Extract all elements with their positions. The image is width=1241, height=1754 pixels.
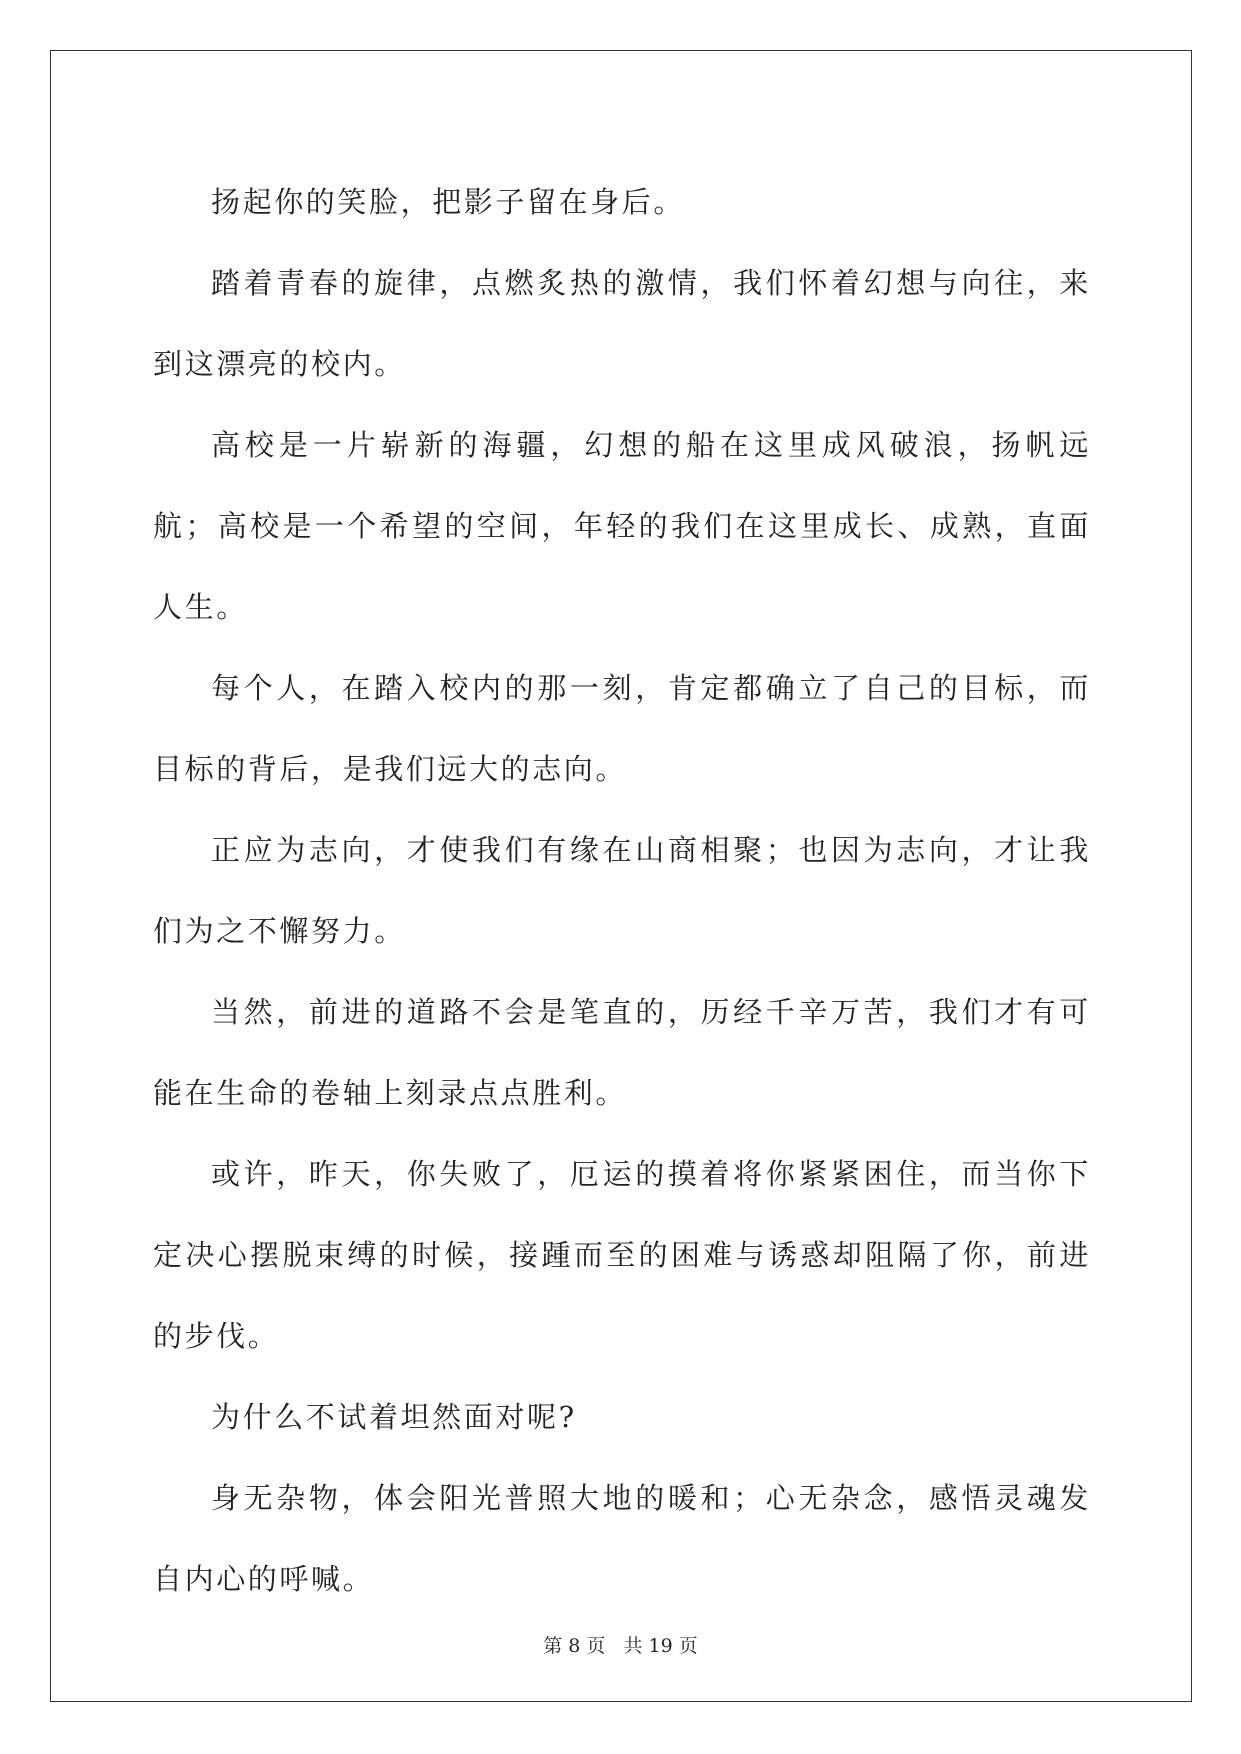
paragraph: 扬起你的笑脸，把影子留在身后。 xyxy=(211,185,686,219)
paragraph: 或许，昨天，你失败了，厄运的摸着将你紧紧困住，而当你下定决心摆脱束缚的时候，接踵而至的困难与诱惑却阻隔了你，前进的步伐。 xyxy=(153,1157,1091,1353)
paragraph: 正应为志向，才使我们有缘在山商相聚；也因为志向，才让我们为之不懈努力。 xyxy=(153,833,1091,948)
page-number-footer: 第 8 页 共 19 页 xyxy=(543,1635,698,1657)
paragraph: 当然，前进的道路不会是笔直的，历经千辛万苦，我们才有可能在生命的卷轴上刻录点点胜利。 xyxy=(153,995,1091,1110)
paragraph: 身无杂物，体会阳光普照大地的暖和；心无杂念，感悟灵魂发自内心的呼喊。 xyxy=(153,1481,1091,1596)
paragraph: 高校是一片崭新的海疆，幻想的船在这里成风破浪，扬帆远航；高校是一个希望的空间，年轻的我们在这里成长、成熟，直面人生。 xyxy=(153,428,1091,624)
paragraph: 踏着青春的旋律，点燃炙热的激情，我们怀着幻想与向往，来到这漂亮的校内。 xyxy=(153,266,1091,381)
paragraph: 每个人，在踏入校内的那一刻，肯定都确立了自己的目标，而目标的背后，是我们远大的志向。 xyxy=(153,671,1091,786)
document-body xyxy=(153,162,1091,1620)
paragraph: 为什么不试着坦然面对呢? xyxy=(211,1400,577,1434)
